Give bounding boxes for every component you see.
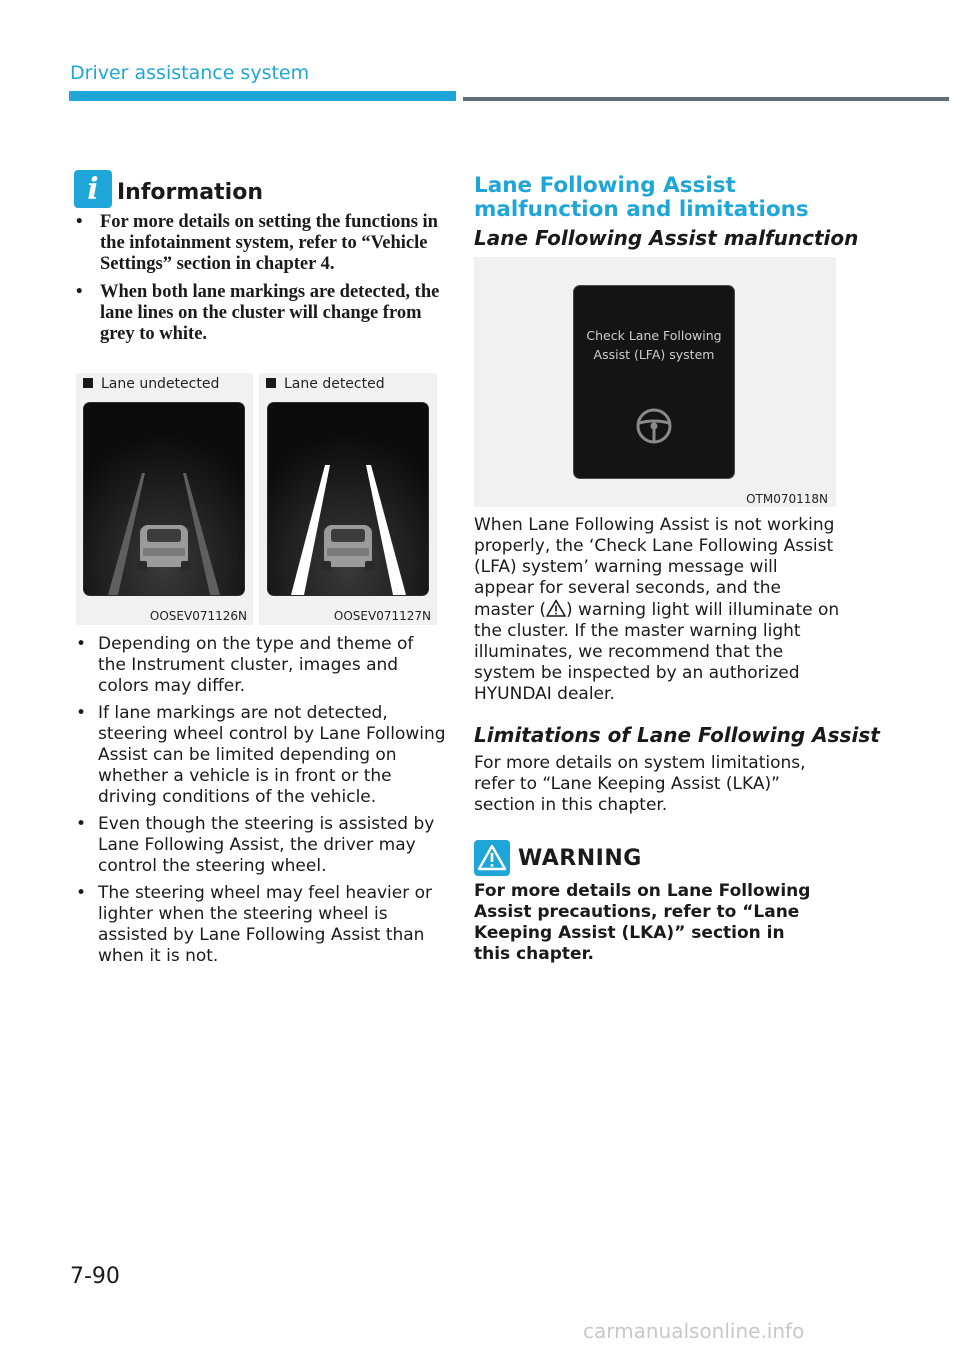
notes-list [76, 634, 446, 973]
warning-title: WARNING [518, 846, 642, 871]
section-title: Lane Following Assist malfunction and limitations [474, 173, 809, 222]
warning-body: For more details on Lane Following Assist precautions, refer to “Lane Keeping Assist (LKA)” section in this chapter. [474, 881, 811, 964]
watermark: carmanualsonline.info [583, 1319, 805, 1343]
cluster-screen [574, 286, 734, 478]
header-rule [463, 97, 949, 101]
figure-cluster-message [474, 257, 836, 507]
note-item: • Depending on the type and theme of the Instrument cluster, images and colors may differ. [76, 634, 446, 697]
figure-lane-undetected [76, 373, 253, 625]
caption-square-icon [266, 378, 276, 388]
note-item: • The steering wheel may feel heavier or lighter when the steering wheel is assisted by Lane Following Assist than when it is not. [76, 883, 446, 967]
steering-wheel-icon [635, 407, 673, 445]
malfunction-body: When Lane Following Assist is not working properly, the ‘Check Lane Following Assist (LFA) system’ warning message will appear for several seconds, and the master ( ) warning light will illuminate on the cluster. If the master warning light illuminates, we recommend that the system be inspected by an authorized HYUNDAI dealer. [474, 515, 840, 704]
malfunction-heading: Lane Following Assist malfunction [474, 226, 859, 250]
cluster-screen [268, 403, 428, 595]
page-number: 7-90 [70, 1264, 120, 1289]
page-header-title: Driver assistance system [70, 62, 310, 84]
figure-code: OOSEV071127N [333, 609, 431, 623]
figure-caption: Lane undetected [83, 376, 219, 392]
caption-square-icon [83, 378, 93, 388]
lane-undetected-illustration [84, 403, 244, 595]
limitations-heading: Limitations of Lane Following Assist [474, 723, 880, 747]
figure-caption: Lane detected [266, 376, 385, 392]
info-icon: i [74, 170, 112, 208]
note-item: • Even though the steering is assisted by Lane Following Assist, the driver may control the steering wheel. [76, 814, 446, 877]
cluster-message-text: Check Lane Following Assist (LFA) system [586, 328, 722, 362]
warning-triangle-icon [546, 599, 566, 617]
note-item: • If lane markings are not detected, steering wheel control by Lane Following Assist can be limited depending on whether a vehicle is in front or the driving conditions of the vehicle. [76, 703, 446, 808]
figure-code: OTM070118N [746, 492, 828, 506]
figure-lane-detected [259, 373, 437, 625]
info-bullet: • For more details on setting the functions in the infotainment system, refer to “Vehicle Settings” section in chapter 4. [76, 212, 446, 275]
warning-icon [474, 840, 510, 876]
info-bullet: • When both lane markings are detected, the lane lines on the cluster will change from grey to white. [76, 282, 446, 345]
info-list [76, 212, 446, 352]
lane-detected-illustration [268, 403, 428, 595]
limitations-body: For more details on system limitations, refer to “Lane Keeping Assist (LKA)” section in this chapter. [474, 753, 806, 815]
cluster-screen [84, 403, 244, 595]
figure-code: OOSEV071126N [149, 609, 247, 623]
info-title: Information [117, 180, 263, 205]
header-accent-bar [69, 91, 456, 101]
